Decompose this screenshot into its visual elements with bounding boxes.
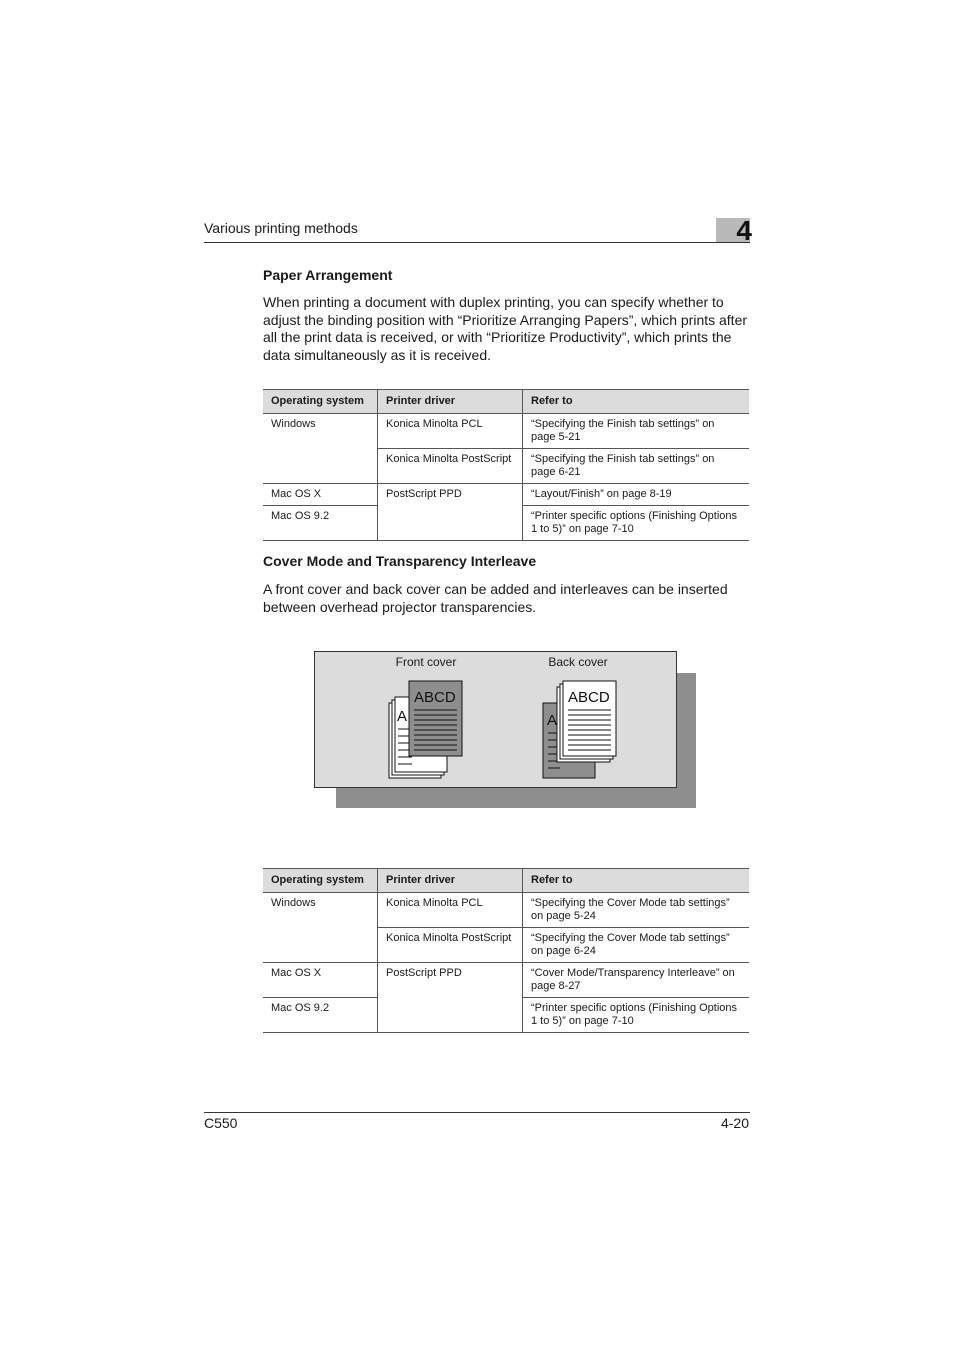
- cover-text: ABCD: [568, 689, 610, 706]
- chapter-number: 4: [736, 215, 752, 246]
- footer-page-number: 4-20: [720, 1115, 749, 1131]
- refer-cell: “Cover Mode/Transparency Interleave” on page 8-27: [523, 963, 750, 998]
- cover-text: ABCD: [414, 689, 456, 706]
- table-header-row: [263, 390, 749, 414]
- front-cover-label: Front cover: [395, 655, 457, 669]
- table-row: [263, 893, 749, 928]
- column-header: Printer driver: [378, 390, 523, 414]
- refer-cell: “Specifying the Cover Mode tab settings” on page 5-24: [523, 893, 750, 928]
- os-cell: Windows: [263, 414, 378, 484]
- sheet-letter: A: [397, 708, 408, 725]
- table-row: [263, 484, 749, 506]
- table-row: [263, 963, 749, 998]
- section-body-cover-mode: A front cover and back cover can be added and interleaves can be inserted between overhead projector transparencies.: [263, 581, 728, 615]
- sheet-letter: A: [547, 712, 558, 729]
- reference-table-cover-mode: [263, 868, 749, 1033]
- header-rule: [204, 242, 750, 243]
- running-header: Various printing methods: [204, 220, 358, 236]
- table-header-row: [263, 869, 749, 893]
- column-header: Printer driver: [378, 869, 523, 893]
- driver-cell: PostScript PPD: [378, 484, 523, 541]
- refer-cell: “Specifying the Finish tab settings” on page 6-21: [523, 449, 750, 484]
- refer-cell: “Layout/Finish” on page 8-19: [523, 484, 750, 506]
- footer-model: C550: [204, 1115, 238, 1131]
- driver-cell: Konica Minolta PCL: [378, 893, 523, 928]
- os-cell: Mac OS 9.2: [263, 998, 378, 1033]
- os-cell: Mac OS X: [263, 484, 378, 506]
- cover-mode-illustration: [314, 651, 696, 808]
- driver-cell: PostScript PPD: [378, 963, 523, 1033]
- section-body-paper-arrangement: When printing a document with duplex printing, you can specify whether to adjust the binding position with “Prioritize Arranging Papers”, which prints after all the print data is received, or with “Prioritize Productivity”, which prints the data simultaneously as it is received.: [263, 294, 748, 363]
- refer-cell: “Printer specific options (Finishing Options 1 to 5)” on page 7-10: [523, 506, 750, 541]
- os-cell: Windows: [263, 893, 378, 963]
- section-heading-cover-mode: Cover Mode and Transparency Interleave: [263, 553, 537, 569]
- figure-frame: [315, 652, 677, 788]
- refer-cell: “Specifying the Cover Mode tab settings” on page 6-24: [523, 928, 750, 963]
- footer-rule: [204, 1112, 750, 1113]
- column-header: Operating system: [263, 869, 378, 893]
- section-heading-paper-arrangement: Paper Arrangement: [263, 267, 393, 283]
- column-header: Refer to: [523, 390, 750, 414]
- driver-cell: Konica Minolta PostScript: [378, 449, 523, 484]
- column-header: Refer to: [523, 869, 750, 893]
- os-cell: Mac OS 9.2: [263, 506, 378, 541]
- os-cell: Mac OS X: [263, 963, 378, 998]
- driver-cell: Konica Minolta PostScript: [378, 928, 523, 963]
- reference-table-paper-arrangement: [263, 389, 749, 541]
- column-header: Operating system: [263, 390, 378, 414]
- table-row: [263, 414, 749, 449]
- refer-cell: “Printer specific options (Finishing Options 1 to 5)” on page 7-10: [523, 998, 750, 1033]
- back-cover-label: Back cover: [548, 655, 608, 669]
- driver-cell: Konica Minolta PCL: [378, 414, 523, 449]
- refer-cell: “Specifying the Finish tab settings” on page 5-21: [523, 414, 750, 449]
